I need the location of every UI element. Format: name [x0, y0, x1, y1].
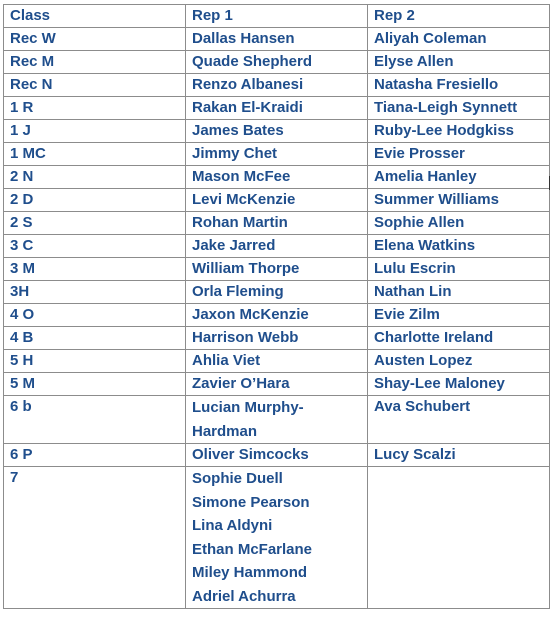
table-row — [4, 444, 550, 467]
cell-rep-1: James Bates — [186, 120, 368, 143]
table-row — [4, 28, 550, 51]
rep-name-line: Hardman — [192, 422, 258, 440]
cell-rep-2: Ruby-Lee Hodgkiss — [368, 120, 550, 143]
cell-class: 3 C — [4, 235, 186, 258]
cell-rep-2 — [368, 467, 550, 609]
table-row — [4, 327, 550, 350]
cell-class: 4 B — [4, 327, 186, 350]
cell-rep-1: Harrison Webb — [186, 327, 368, 350]
cell-class: 2 S — [4, 212, 186, 235]
rep-name-line: Sophie Duell — [192, 470, 283, 487]
cell-rep-2: Natasha Fresiello — [368, 74, 550, 97]
rep-name-line: Adriel Achurra — [192, 587, 296, 605]
rep-name-line: Miley Hammond — [192, 564, 308, 581]
cell-class: 1 J — [4, 120, 186, 143]
cell-rep-2: Elena Watkins — [368, 235, 550, 258]
cell-rep-2: Tiana-Leigh Synnett — [368, 97, 550, 120]
document-page — [3, 4, 549, 609]
cell-class: 2 N — [4, 166, 186, 189]
cell-rep-2: Evie Prosser — [368, 143, 550, 166]
cell-class: 3 M — [4, 258, 186, 281]
cell-class: 1 MC — [4, 143, 186, 166]
cell-rep-1: Oliver Simcocks — [186, 444, 368, 467]
cell-rep-1: Dallas Hansen — [186, 28, 368, 51]
cell-rep-2: Austen Lopez — [368, 350, 550, 373]
table-row — [4, 396, 550, 444]
table-row — [4, 51, 550, 74]
rep-name-line: Simone Pearson — [192, 493, 310, 511]
table-row — [4, 97, 550, 120]
cell-rep-1: Rohan Martin — [186, 212, 368, 235]
header-rep-2: Rep 2 — [368, 5, 550, 28]
cell-rep-1: Rakan El-Kraidi — [186, 97, 368, 120]
cell-class: 7 — [4, 467, 186, 609]
table-row — [4, 467, 550, 609]
table-row — [4, 74, 550, 97]
table-row — [4, 304, 550, 327]
table-row — [4, 281, 550, 304]
cell-rep-2: Ava Schubert — [368, 396, 550, 444]
table-row — [4, 143, 550, 166]
cell-class: Rec M — [4, 51, 186, 74]
cell-rep-1: Renzo Albanesi — [186, 74, 368, 97]
rep-name-line: Lina Aldyni — [192, 517, 273, 534]
cell-class: Rec N — [4, 74, 186, 97]
table-header-row — [4, 5, 550, 28]
cell-class: 4 O — [4, 304, 186, 327]
cell-rep-1: Jimmy Chet — [186, 143, 368, 166]
cell-rep-1: Quade Shepherd — [186, 51, 368, 74]
table-row — [4, 350, 550, 373]
cell-rep-2: Aliyah Coleman — [368, 28, 550, 51]
table-row — [4, 166, 550, 189]
cell-class: 5 H — [4, 350, 186, 373]
cell-rep-1: Jake Jarred — [186, 235, 368, 258]
table-row — [4, 373, 550, 396]
cell-class: 6 P — [4, 444, 186, 467]
cell-class: 5 M — [4, 373, 186, 396]
cell-rep-2: Charlotte Ireland — [368, 327, 550, 350]
cell-rep-2: Evie Zilm — [368, 304, 550, 327]
cell-rep-2: Lulu Escrin — [368, 258, 550, 281]
cell-rep-1: Levi McKenzie — [186, 189, 368, 212]
cell-rep-2: Shay-Lee Maloney — [368, 373, 550, 396]
cell-rep-1: William Thorpe — [186, 258, 368, 281]
table-row — [4, 235, 550, 258]
cell-rep-2: Amelia Hanley — [368, 166, 550, 189]
cell-rep-1 — [186, 467, 368, 609]
table-row — [4, 189, 550, 212]
cell-rep-1 — [186, 396, 368, 444]
cell-rep-2: Nathan Lin — [368, 281, 550, 304]
cell-rep-1: Zavier O’Hara — [186, 373, 368, 396]
table-row — [4, 212, 550, 235]
cell-class: 2 D — [4, 189, 186, 212]
cell-rep-1: Orla Fleming — [186, 281, 368, 304]
cell-rep-1: Jaxon McKenzie — [186, 304, 368, 327]
header-rep-1: Rep 1 — [186, 5, 368, 28]
class-reps-table — [3, 4, 550, 609]
header-class: Class — [4, 5, 186, 28]
cell-rep-2: Summer Williams — [368, 189, 550, 212]
table-row — [4, 120, 550, 143]
cell-class: 3H — [4, 281, 186, 304]
cell-rep-2: Lucy Scalzi — [368, 444, 550, 467]
cell-rep-2: Sophie Allen — [368, 212, 550, 235]
rep-name-line: Lucian Murphy- — [192, 399, 304, 416]
text-cursor — [549, 176, 550, 190]
cell-rep-2: Elyse Allen — [368, 51, 550, 74]
table-row — [4, 258, 550, 281]
cell-rep-1: Ahlia Viet — [186, 350, 368, 373]
cell-rep-1: Mason McFee — [186, 166, 368, 189]
cell-class: Rec W — [4, 28, 186, 51]
rep-name-line: Ethan McFarlane — [192, 540, 313, 558]
cell-class: 1 R — [4, 97, 186, 120]
cell-class: 6 b — [4, 396, 186, 444]
